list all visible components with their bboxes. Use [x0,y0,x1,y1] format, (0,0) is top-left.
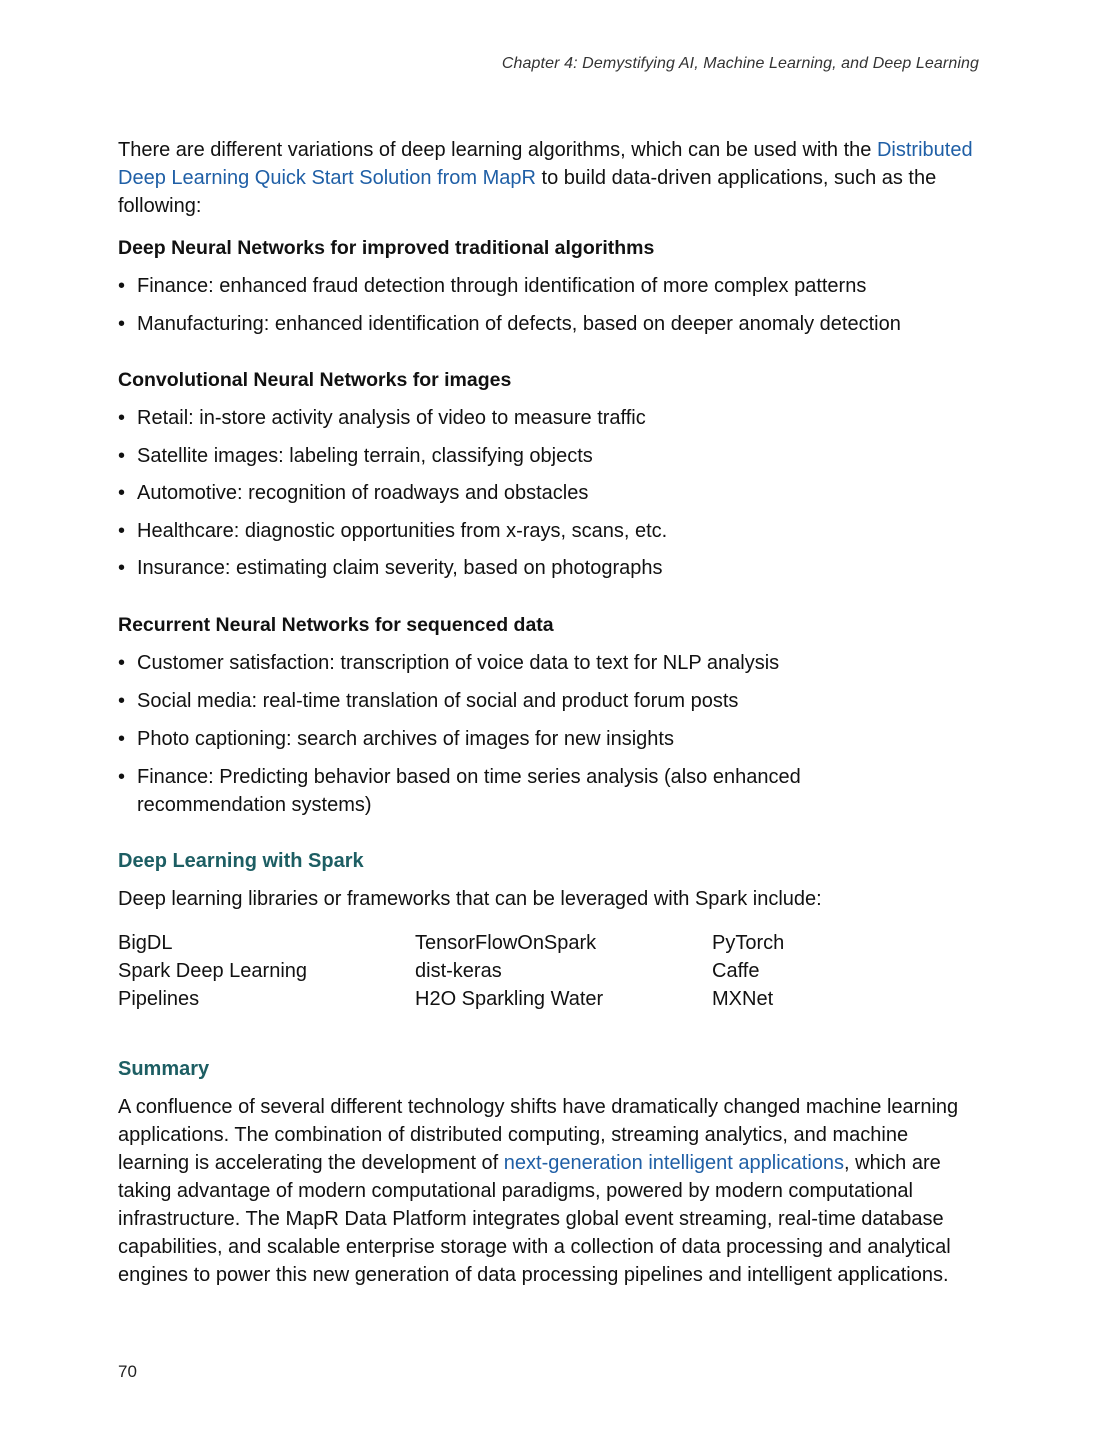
section-title-spark: Deep Learning with Spark [118,850,364,872]
summary-text: A confluence of several different technology shifts have dramatically changed machine learning applications. The combination of distributed computing, streaming analytics, and machine learning is accelerating the development of [118,1096,959,1174]
spark-intro: Deep learning libraries or frameworks that can be leveraged with Spark include: [118,888,822,910]
framework-item: PyTorch [712,932,785,954]
list-item: • Finance: Predicting behavior based on time series analysis (also enhanced recommendation systems) [118,763,897,819]
section-title-rnn: Recurrent Neural Networks for sequenced data [118,614,554,636]
list-item: • Customer satisfaction: transcription of voice data to text for NLP analysis [118,649,988,677]
cnn-list [118,404,988,582]
section-title-cnn: Convolutional Neural Networks for images [118,369,512,391]
framework-item: Caffe [712,960,760,982]
list-item: • Social media: real-time translation of social and product forum posts [118,687,988,715]
list-item: • Photo captioning: search archives of images for new insights [118,725,988,753]
next-gen-apps-link[interactable]: next-generation intelligent applications [503,1152,845,1174]
frameworks-column [712,929,988,1013]
section-title-dnn: Deep Neural Networks for improved traditional algorithms [118,237,655,259]
framework-item: TensorFlowOnSpark [415,932,597,954]
intro-text: There are different variations of deep learning algorithms, which can be used with the [118,139,877,161]
dnn-list [118,272,988,338]
framework-item: Spark Deep Learning [118,960,308,982]
list-item: • Satellite images: labeling terrain, classifying objects [118,442,988,470]
summary-paragraph [118,1093,978,1289]
intro-paragraph [118,136,988,220]
frameworks-column [415,929,712,1013]
frameworks-column [118,929,415,1013]
frameworks-table [118,929,988,1013]
list-item: • Insurance: estimating claim severity, based on photographs [118,554,988,582]
quick-start-link[interactable]: Distributed Deep Learning Quick Start Solution from MapR [118,139,973,189]
list-item: • Retail: in-store activity analysis of video to measure traffic [118,404,988,432]
list-item: • Manufacturing: enhanced identification of defects, based on deeper anomaly detection [118,310,988,338]
summary-text-end: , which are taking advantage of modern computational paradigms, powered by modern computational infrastructure. The MapR Data Platform integrates global event streaming, real-time database capabilities, and scalable enterprise storage with a collection of data processing and analytical engines to power this new generation of data processing pipelines and intelligent applications. [118,1152,951,1286]
list-item: • Healthcare: diagnostic opportunities from x-rays, scans, etc. [118,517,988,545]
list-item: • Finance: enhanced fraud detection through identification of more complex patterns [118,272,988,300]
page-number: 70 [118,1362,137,1381]
section-title-summary: Summary [118,1058,210,1080]
framework-item: BigDL [118,932,173,954]
chapter-header: Chapter 4: Demystifying AI, Machine Learning, and Deep Learning [501,55,979,72]
rnn-list [118,649,988,819]
framework-item: dist-keras [415,960,502,982]
intro-text-end: to build data-driven applications, such as the following: [118,167,937,217]
page-content [118,136,988,1289]
list-item: • Automotive: recognition of roadways and obstacles [118,479,988,507]
framework-item: MXNet [712,988,774,1010]
framework-item: Pipelines [118,988,200,1010]
framework-item: H2O Sparkling Water [415,988,604,1010]
